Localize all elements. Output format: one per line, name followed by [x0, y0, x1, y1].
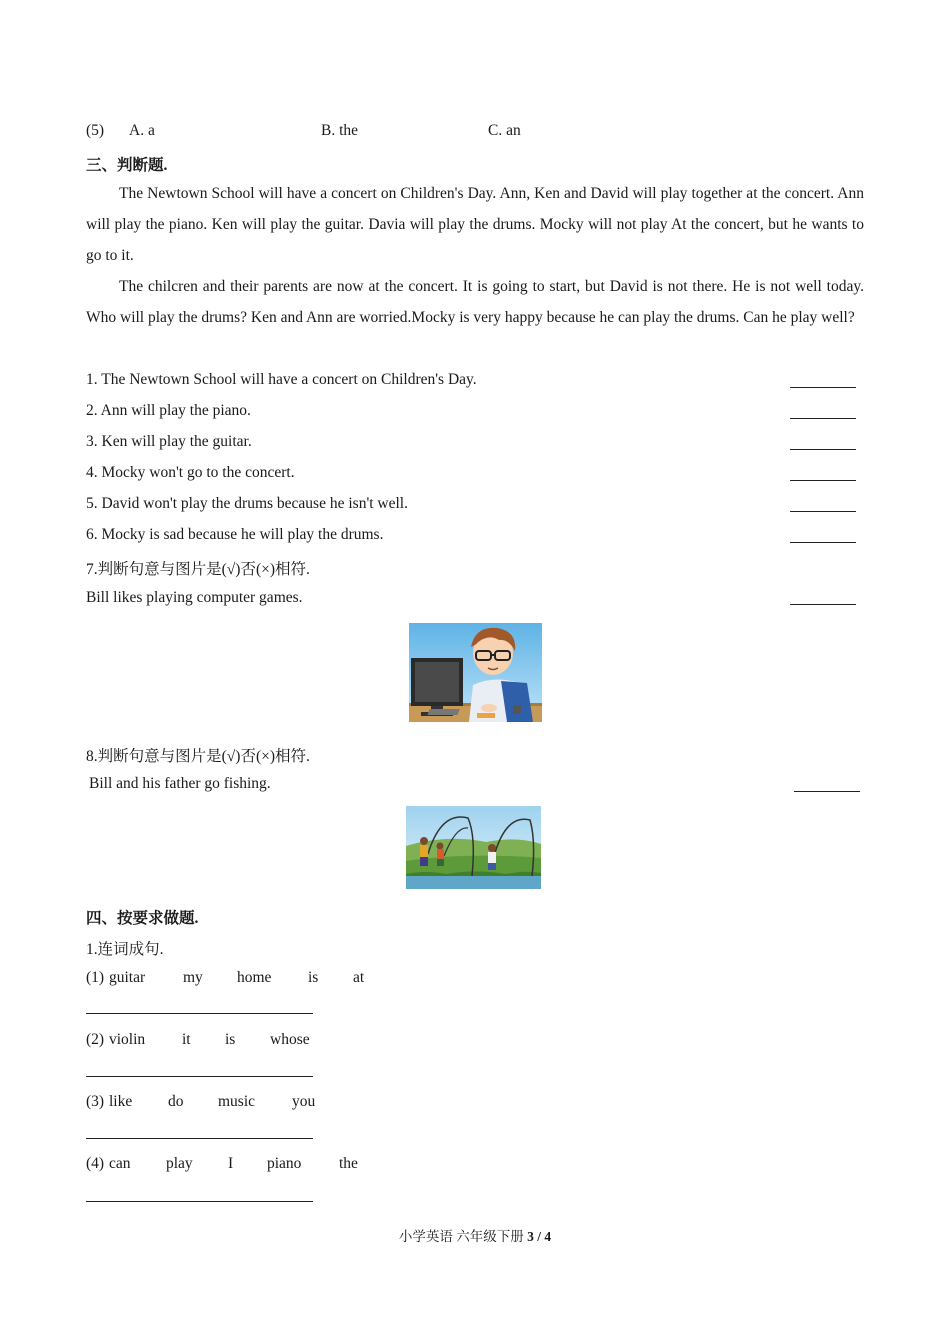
answer-blank-3[interactable] [790, 449, 856, 450]
footer-total-pages: 4 [544, 1229, 552, 1244]
section4-title: 四、按要求做题. [86, 910, 199, 927]
reorder-word: whose [270, 1031, 310, 1048]
statement-4: 4. Mocky won't go to the concert. [86, 464, 295, 481]
section4-subtitle: 1.连词成句. [86, 941, 164, 958]
statement-2: 2. Ann will play the piano. [86, 402, 251, 419]
reorder-word: do [168, 1093, 184, 1110]
answer-blank-1[interactable] [790, 387, 856, 388]
reorder-word: guitar [109, 969, 146, 986]
q5-option-a: A. a [129, 122, 155, 139]
q8-instruction: 8.判断句意与图片是(√)否(×)相符. [86, 748, 310, 765]
reorder-word: is [225, 1031, 236, 1048]
section3-title: 三、判断题. [86, 157, 168, 174]
q5-number: (5) [86, 122, 105, 139]
statement-5: 5. David won't play the drums because he isn't well. [86, 495, 408, 512]
reorder-answer-line-3[interactable] [86, 1138, 313, 1139]
reorder-word: music [218, 1093, 256, 1110]
footer-text: 小学英语 六年级下册 [398, 1229, 524, 1244]
answer-blank-4[interactable] [790, 480, 856, 481]
reorder-word: it [182, 1031, 191, 1048]
q5-option-b: B. the [321, 122, 359, 139]
footer-page-number: 3 [527, 1229, 534, 1244]
q5-option-c: C. an [488, 122, 521, 139]
reorder-word: play [166, 1155, 193, 1172]
reorder-answer-line-4[interactable] [86, 1201, 313, 1202]
statement-6: 6. Mocky is sad because he will play the drums. [86, 526, 384, 543]
reorder-word: you [292, 1093, 316, 1110]
reorder-word: my [183, 969, 203, 986]
boy-computer-image [409, 623, 542, 722]
reorder-item-2-number: (2) [86, 1031, 105, 1048]
passage-paragraph-2: The chilcren and their parents are now at the concert. It is going to start, but David is not there. He is not well today. Who will play the drums? Ken and Ann are worried.Mocky is very happy because he can play the drums. Can he play well? [86, 278, 864, 326]
reorder-answer-line-1[interactable] [86, 1013, 313, 1014]
reorder-word: at [353, 969, 365, 986]
footer-separator: / [537, 1229, 541, 1244]
q7-sentence: Bill likes playing computer games. [86, 589, 303, 606]
reorder-word: is [308, 969, 319, 986]
statement-1: 1. The Newtown School will have a concert on Children's Day. [86, 371, 477, 388]
reorder-word: piano [267, 1155, 302, 1172]
reorder-word: like [109, 1093, 133, 1110]
answer-blank-6[interactable] [790, 542, 856, 543]
q8-sentence: Bill and his father go fishing. [89, 775, 271, 792]
fishing-image [406, 806, 541, 889]
reorder-word: violin [109, 1031, 146, 1048]
reorder-word: home [237, 969, 272, 986]
reorder-word: I [228, 1155, 234, 1172]
statement-3: 3. Ken will play the guitar. [86, 433, 252, 450]
reorder-item-4-number: (4) [86, 1155, 105, 1172]
reorder-item-3-number: (3) [86, 1093, 105, 1110]
answer-blank-5[interactable] [790, 511, 856, 512]
answer-blank-7[interactable] [790, 604, 856, 605]
reorder-word: can [109, 1155, 131, 1172]
reorder-item-1-number: (1) [86, 969, 105, 986]
q7-instruction: 7.判断句意与图片是(√)否(×)相符. [86, 561, 310, 578]
reorder-answer-line-2[interactable] [86, 1076, 313, 1077]
page-footer [0, 1225, 950, 1245]
answer-blank-2[interactable] [790, 418, 856, 419]
reorder-word: the [339, 1155, 358, 1172]
answer-blank-8[interactable] [794, 791, 860, 792]
passage-paragraph-1: The Newtown School will have a concert on Children's Day. Ann, Ken and David will play together at the concert. Ann will play the piano. Ken will play the guitar. Davia will play the drums. Mocky will not play At the concert, but he wants to go to it. [86, 185, 864, 264]
